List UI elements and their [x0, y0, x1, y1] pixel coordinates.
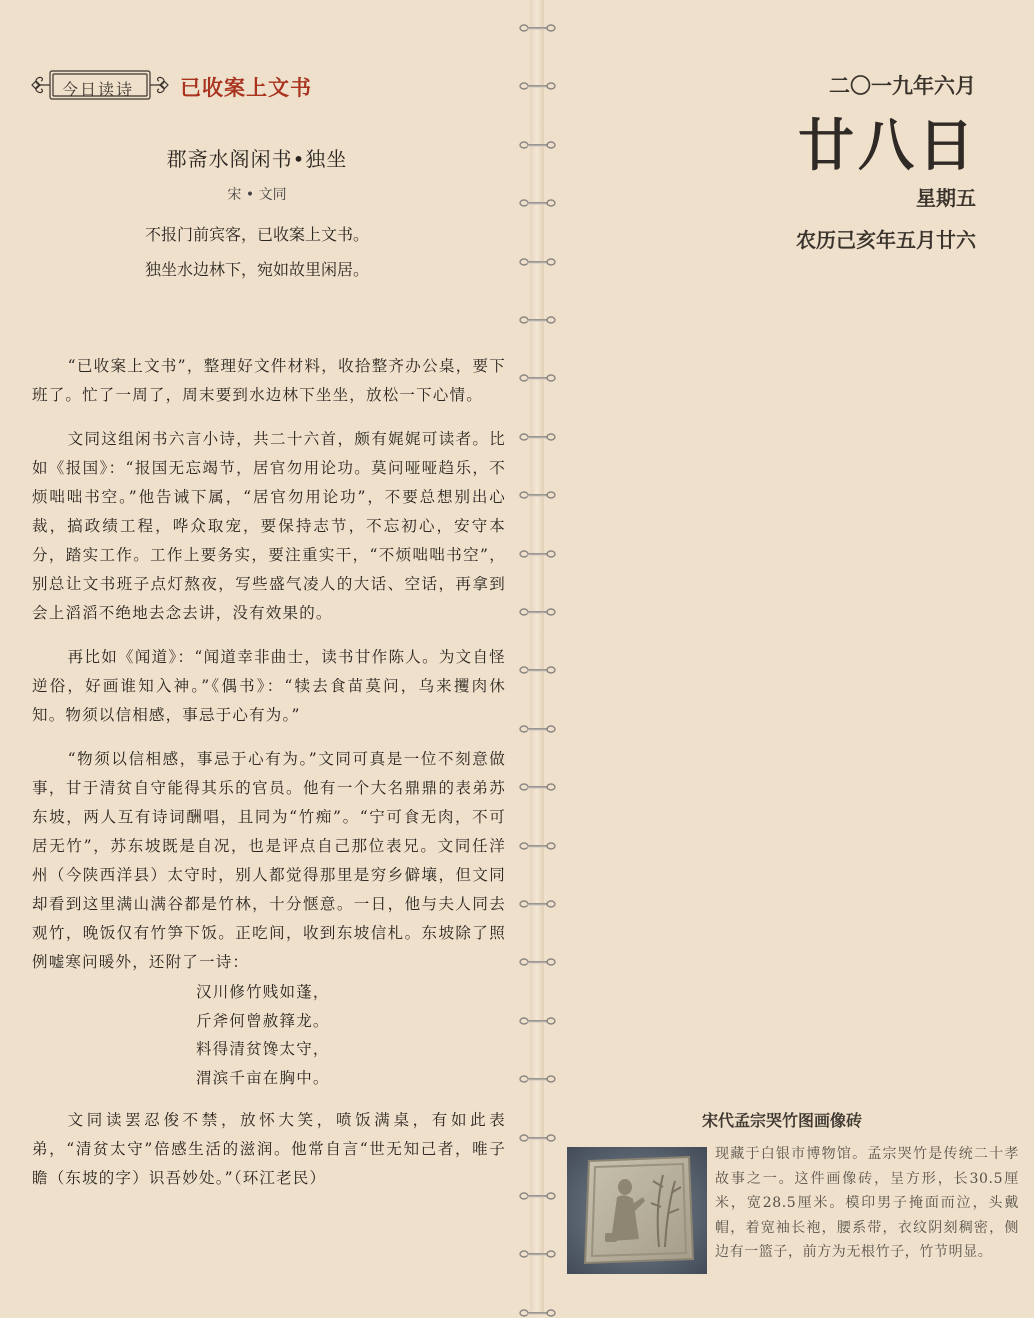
binding-ring-icon — [518, 257, 558, 267]
verse-line: 料得清贫馋太守， — [196, 1040, 330, 1058]
binding-ring-icon — [518, 81, 558, 91]
verse-line: 渭滨千亩在胸中。 — [196, 1068, 330, 1087]
essay-paragraph: “已收案上文书”，整理好文件材料，收拾整齐办公桌，要下班了。忙了一周了，周末要到水边林下坐坐，放松一下心情。 — [32, 357, 506, 404]
binding-ring-icon — [518, 432, 558, 442]
binding-ring-icon — [518, 140, 558, 150]
binding-ring-icon — [518, 23, 558, 33]
essay-paragraph: 文同这组闲书六言小诗，共二十六首，颇有娓娓可读者。比如《报国》：“报国无忘竭节，居官勿用论功。莫问哑哑趋乐，不烦咄咄书空。”他告诫下属，“居官勿用论功”，不要总想别出心裁，搞政绩工程，哗众取宠，要保持志节，不忘初心，安守本分，踏实工作。工作上要务实，要注重实干，“不烦咄咄书空”，别总让文书班子点灯熬夜，写些盛气凌人的大话、空话，再拿到会上滔滔不绝地去念去讲，没有效果的。 — [32, 430, 506, 622]
artifact-title: 宋代孟宗哭竹图画像砖 — [702, 1111, 863, 1130]
binding-ring-icon — [518, 549, 558, 559]
binding-ring-icon — [518, 1074, 558, 1084]
binding-ring-icon — [518, 1191, 558, 1201]
binding-ring-icon — [518, 1308, 558, 1318]
binding-ring-icon — [518, 315, 558, 325]
featured-poem-name: 已收案上文书 — [180, 75, 312, 100]
verse-line: 斤斧何曾赦箨龙。 — [196, 1011, 330, 1030]
binding-spine — [530, 0, 544, 1313]
date-lunar: 农历己亥年五月廿六 — [796, 228, 976, 252]
date-weekday: 星期五 — [916, 186, 976, 210]
artifact-photo — [567, 1147, 707, 1274]
essay-paragraph: “物须以信相感，事忌于心有为。”文同可真是一位不刻意做事，甘于清贫自守能得其乐的官员。他有一个大名鼎鼎的表弟苏东坡，两人互有诗词酬唱，且同为“竹痴”。“宁可食无肉，不可居无竹”，苏东坡既是自况，也是评点自己那位表兄。文同任洋州（今陕西洋县）太守时，别人都觉得那里是穷乡僻壤，但文同却看到这里满山满谷都是竹林，十分惬意。一日，他与夫人同去观竹，晚饭仅有竹笋下饭。正吃间，收到东坡信札。东坡除了照例嘘寒问暖外，还附了一诗： — [32, 750, 506, 971]
binding-ring-icon — [518, 665, 558, 675]
quoted-verse — [196, 978, 506, 1092]
date-day: 廿八日 — [798, 113, 978, 179]
binding-ring-icon — [518, 373, 558, 383]
today-poem-label: 今日读诗 — [62, 80, 135, 99]
brick-relief-image — [567, 1147, 707, 1274]
verse-line: 汉川修竹贱如蓬， — [196, 983, 330, 1001]
binding-ring-icon — [518, 724, 558, 734]
artifact-description: 现藏于白银市博物馆。孟宗哭竹是传统二十孝故事之一。这件画像砖，呈方形，长30.5厘米，宽28.5厘米。模印男子掩面而泣，头戴帽，着宽袖长袍，腰系带，衣纹阴刻稠密，侧边有一篮子，前方为无根竹子，竹节明显。 — [715, 1146, 1019, 1260]
binding-ring-icon — [518, 1016, 558, 1026]
binding-ring-icon — [518, 607, 558, 617]
binding-ring-icon — [518, 1249, 558, 1259]
essay-paragraph: 文同读罢忍俊不禁，放怀大笑，喷饭满桌，有如此表弟，“清贫太守”倍感生活的滋润。他常自言“世无知己者，唯子瞻（东坡的字）识吾妙处。”（环江老民） — [32, 1111, 506, 1187]
poem-line: 独坐水边林下，宛如故里闲居。 — [144, 260, 369, 279]
binding-ring-icon — [518, 1133, 558, 1143]
date-year-month: 二〇一九年六月 — [829, 73, 976, 98]
poem-title: 郡斋水阁闲书•独坐 — [166, 147, 348, 171]
binding-ring-icon — [518, 490, 558, 500]
binding-ring-icon — [518, 899, 558, 909]
binding-ring-icon — [518, 198, 558, 208]
binding-ring-icon — [518, 782, 558, 792]
poem-author: 宋 • 文同 — [227, 187, 287, 203]
binding-ring-icon — [518, 957, 558, 967]
essay-paragraph: 再比如《闻道》：“闻道幸非曲士，读书甘作陈人。为文自怪逆俗，好画谁知入神。”《偶书》：“犊去食苗莫问，乌来攫肉休知。物须以信相感，事忌于心有为。” — [32, 648, 506, 724]
essay-body — [32, 352, 506, 1208]
binding-ring-icon — [518, 841, 558, 851]
poem-line: 不报门前宾客，已收案上文书。 — [144, 225, 369, 244]
